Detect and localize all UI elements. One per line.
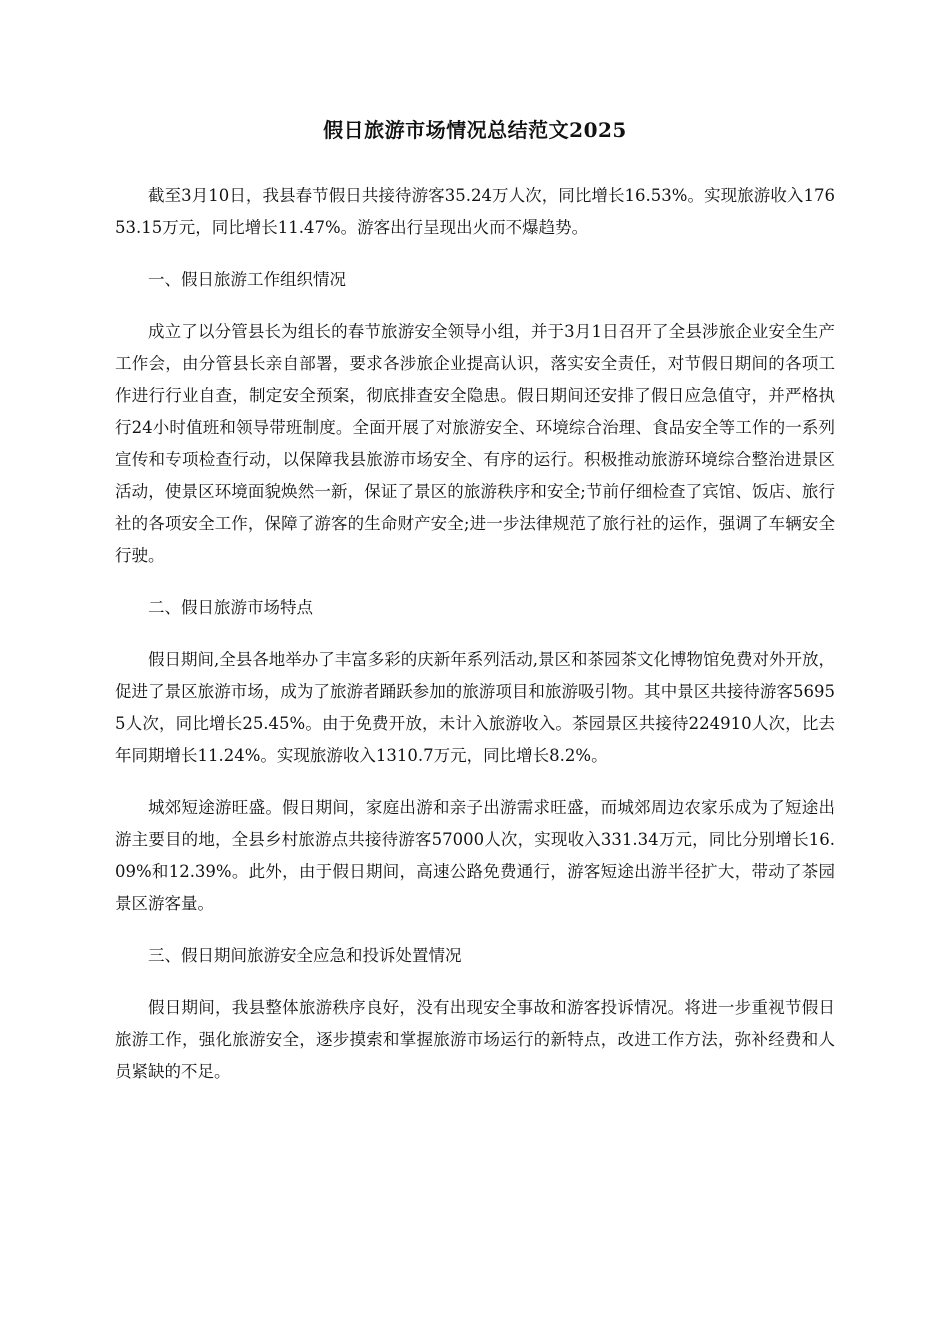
section-2-paragraph-1: 假日期间,全县各地举办了丰富多彩的庆新年系列活动,景区和茶园茶文化博物馆免费对外开放，促进了景区旅游市场，成为了旅游者踊跃参加的旅游项目和旅游吸引物。其中景区共接待游客56955人次，同比增长25.45%。由于免费开放，未计入旅游收入。茶园景区共接待224910人次，比去年同期增长11.24%。实现旅游收入1310.7万元，同比增长8.2%。 bbox=[115, 650, 835, 765]
section-1-paragraph: 成立了以分管县长为组长的春节旅游安全领导小组，并于3月1日召开了全县涉旅企业安全生产工作会，由分管县长亲自部署，要求各涉旅企业提高认识，落实安全责任，对节假日期间的各项工作进行行业自查，制定安全预案，彻底排查安全隐患。假日期间还安排了假日应急值守，并严格执行24小时值班和领导带班制度。全面开展了对旅游安全、环境综合治理、食品安全等工作的一系列宣传和专项检查行动，以保障我县旅游市场安全、有序的运行。积极推动旅游环境综合整治进景区活动，使景区环境面貌焕然一新，保证了景区的旅游秩序和安全;节前仔细检查了宾馆、饭店、旅行社的各项安全工作，保障了游客的生命财产安全;进一步法律规范了旅行社的运作，强调了车辆安全行驶。 bbox=[115, 322, 835, 565]
section-1-heading: 一、假日旅游工作组织情况 bbox=[148, 270, 346, 289]
document-page bbox=[115, 110, 835, 1108]
section-2-paragraph-2: 城郊短途游旺盛。假日期间，家庭出游和亲子出游需求旺盛，而城郊周边农家乐成为了短途出游主要目的地，全县乡村旅游点共接待游客57000人次，实现收入331.34万元，同比分别增长16.09%和12.39%。此外，由于假日期间，高速公路免费通行，游客短途出游半径扩大，带动了茶园景区游客量。 bbox=[115, 798, 835, 913]
document-title: 假日旅游市场情况总结范文2025 bbox=[323, 118, 627, 142]
section-2-heading: 二、假日旅游市场特点 bbox=[148, 598, 313, 617]
section-3-heading: 三、假日期间旅游安全应急和投诉处置情况 bbox=[148, 946, 462, 965]
intro-paragraph: 截至3月10日，我县春节假日共接待游客35.24万人次，同比增长16.53%。实现旅游收入17653.15万元，同比增长11.47%。游客出行呈现出火而不爆趋势。 bbox=[115, 186, 835, 237]
section-3-paragraph: 假日期间，我县整体旅游秩序良好，没有出现安全事故和游客投诉情况。将进一步重视节假日旅游工作，强化旅游安全，逐步摸索和掌握旅游市场运行的新特点，改进工作方法，弥补经费和人员紧缺的不足。 bbox=[115, 998, 835, 1081]
